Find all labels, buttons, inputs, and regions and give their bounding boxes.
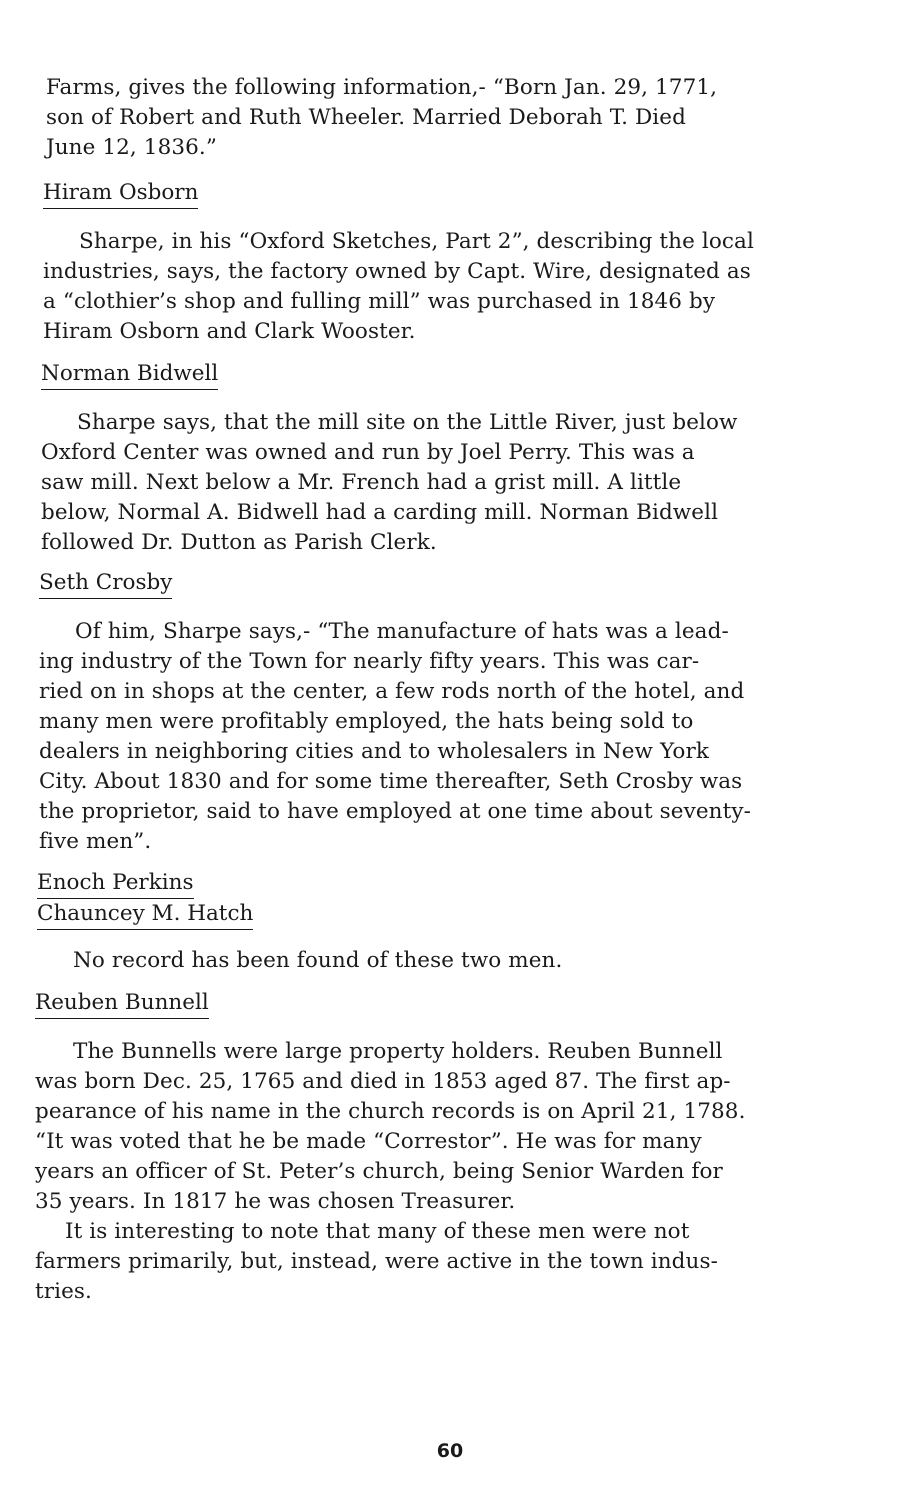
text-line: City. About 1830 and for some time thereafter, Seth Crosby was [39,769,743,794]
paragraph-hiram-osborn [43,227,754,347]
text-line: ried on in shops at the center, a few rods north of the hotel, and [39,679,745,704]
text-line: No record has been found of these two men. [73,948,563,973]
text-line: Hiram Osborn and Clark Wooster. [43,319,416,344]
text-line: “It was voted that he be made “Correstor”. He was for many [35,1129,702,1154]
text-line: saw mill. Next below a Mr. French had a grist mill. A little [41,470,682,495]
section-heading-enoch-perkins: Enoch Perkins [37,870,194,899]
text-line: tries. [35,1279,92,1304]
text-line: was born Dec. 25, 1765 and died in 1853 aged 87. The first ap- [35,1069,731,1094]
intro-paragraph [46,73,717,163]
text-line: many men were profitably employed, the hats being sold to [39,709,694,734]
text-line: pearance of his name in the church records is on April 21, 1788. [35,1099,746,1124]
paragraph-perkins-hatch [37,946,562,976]
text-line: Farms, gives the following information,- “Born Jan. 29, 1771, [46,75,718,100]
text-line: farmers primarily, but, instead, were active in the town indus- [35,1249,718,1274]
paragraph-norman-bidwell [41,408,738,558]
text-line: five men”. [39,829,152,854]
section-heading-seth-crosby: Seth Crosby [39,570,172,599]
text-line: years an officer of St. Peter’s church, being Senior Warden for [35,1159,723,1184]
text-line: followed Dr. Dutton as Parish Clerk. [41,530,437,555]
text-line: industries, says, the factory owned by Capt. Wire, designated as [43,259,751,284]
text-line: a “clothier’s shop and fulling mill” was purchased in 1846 by [43,289,716,314]
text-line: June 12, 1836.” [46,135,217,160]
text-line: Of him, Sharpe says,- “The manufacture of hats was a lead- [75,619,729,644]
text-line: ing industry of the Town for nearly fifty years. This was car- [39,649,700,674]
paragraph-reuben-bunnell [35,1037,746,1307]
text-line: dealers in neighboring cities and to wholesalers in New York [39,739,709,764]
paragraph-seth-crosby [39,617,751,857]
text-line: the proprietor, said to have employed at one time about seventy- [39,799,751,824]
text-line: Sharpe says, that the mill site on the Little River, just below [77,410,738,435]
text-line: The Bunnells were large property holders. Reuben Bunnell [73,1039,723,1064]
text-line: Oxford Center was owned and run by Joel Perry. This was a [41,440,695,465]
section-heading-chauncey-hatch: Chauncey M. Hatch [37,901,253,930]
text-line: 35 years. In 1817 he was chosen Treasurer. [35,1189,516,1214]
text-line: Sharpe, in his “Oxford Sketches, Part 2”, describing the local [79,229,754,254]
page-number: 60 [436,1440,464,1462]
section-heading-hiram-osborn: Hiram Osborn [43,180,198,209]
text-line: It is interesting to note that many of these men were not [65,1219,690,1244]
text-line: below, Normal A. Bidwell had a carding mill. Norman Bidwell [41,500,719,525]
text-line: son of Robert and Ruth Wheeler. Married Deborah T. Died [46,105,686,130]
section-heading-norman-bidwell: Norman Bidwell [41,361,218,390]
section-heading-reuben-bunnell: Reuben Bunnell [35,990,209,1019]
